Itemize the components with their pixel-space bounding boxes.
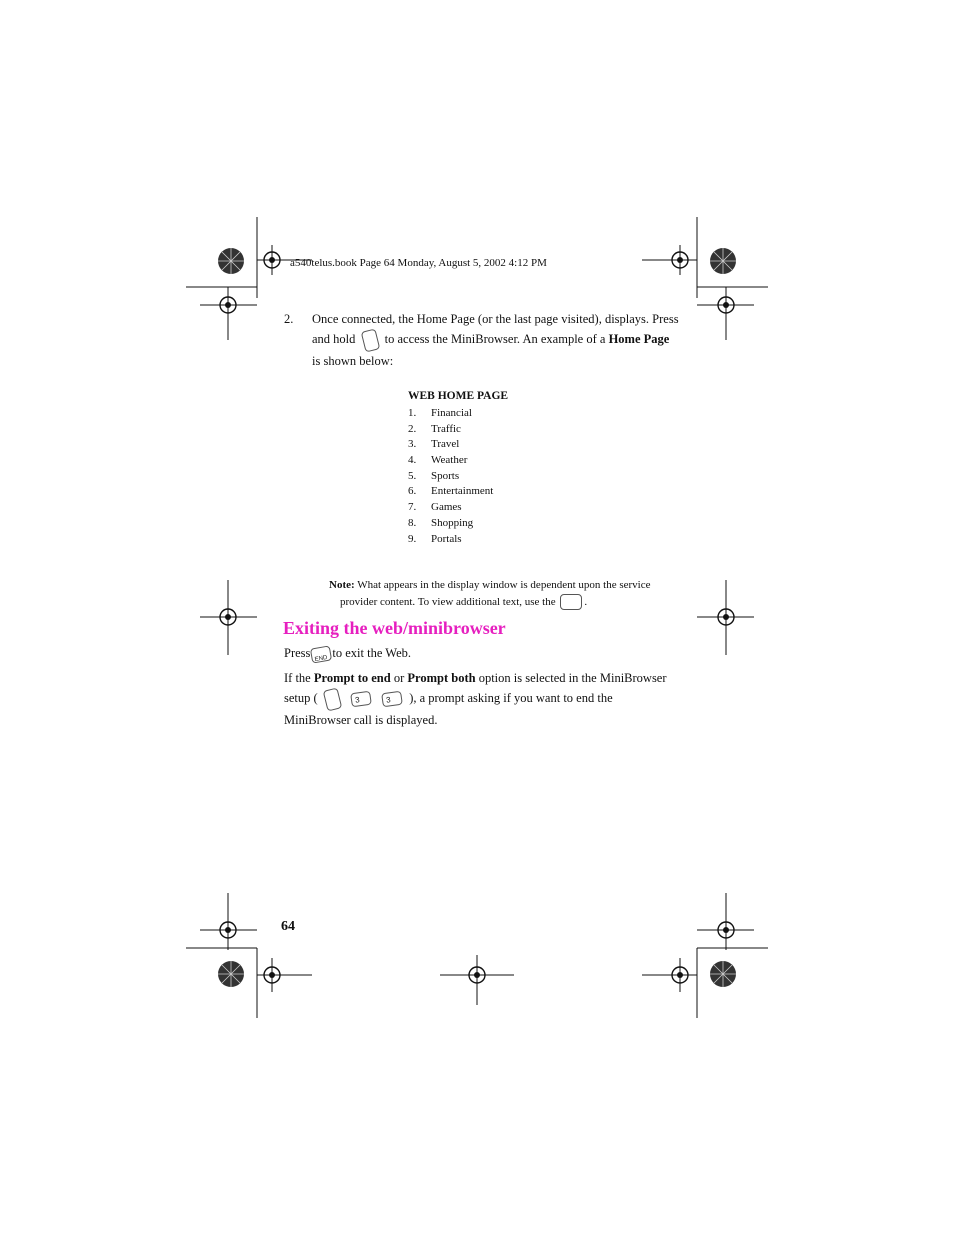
step-2-line-3: is shown below: [312,353,394,368]
end-key-icon [310,645,332,663]
menu-key-icon [322,687,342,711]
note-label: Note: [329,579,355,591]
home-page-bold: Home Page [608,332,670,346]
if-pre: If the [284,671,311,685]
list-item-number: 6. [408,485,417,498]
list-item-number: 2. [408,422,417,435]
last-line: MiniBrowser call is displayed. [284,712,438,727]
step-2-line-2-pre: and hold [312,332,356,346]
book-info-header: a540telus.book Page 64 Monday, August 5, 2002 4:12 PM [290,257,547,269]
list-item-label: Sports [431,469,460,482]
or-text: or [393,671,405,685]
list-item [408,453,493,469]
list-item-label: Entertainment [431,485,494,498]
list-item [408,516,493,532]
list-item-number: 5. [408,469,417,482]
list-item-label: Financial [431,407,472,419]
step-number: 2. [284,312,294,326]
setup-pre: setup ( [284,691,318,705]
navigation-key-icon [560,594,582,610]
list-item-label: Traffic [431,422,461,435]
if-post: option is selected in the MiniBrowser [478,671,667,685]
list-item-number: 4. [408,454,417,467]
three-key-icon [350,691,372,708]
list-item [408,484,493,500]
press-pre: Press [284,646,311,660]
three-key-label: 3 [354,695,361,705]
step-2-line-2 [312,329,672,351]
step-2-line-1: Once connected, the Home Page (or the last page visited), displays. Press [312,312,679,326]
list-item-number: 7. [408,501,417,514]
list-item-number: 3. [408,438,417,451]
step-2-paragraph [312,309,679,371]
list-item [408,406,493,422]
note-line-1: What appears in the display window is dependent upon the service [357,579,651,591]
web-home-page-list [408,406,493,547]
list-item [408,422,493,438]
press-end-paragraph [284,643,411,663]
list-item [408,437,493,453]
list-item [408,532,493,548]
list-item-label: Travel [431,438,460,451]
note [329,577,669,611]
list-item [408,500,493,516]
section-heading: Exiting the web/minibrowser [283,618,506,638]
note-line-2-end: . [584,596,588,608]
three-key-icon [381,691,403,708]
step-2-line-2-post: to access the MiniBrowser. An example of a [384,332,606,346]
list-item-number: 8. [408,516,417,529]
list-item-label: Shopping [431,516,474,529]
three-key-label: 3 [385,695,392,705]
note-line-2: provider content. To view additional text, use the [340,596,556,608]
prompt-both-bold: Prompt both [407,671,476,685]
list-item-label: Portals [431,532,462,545]
list-item-number: 1. [408,407,417,419]
page-number: 64 [281,919,295,934]
prompt-paragraph [284,668,674,730]
prompt-to-end-bold: Prompt to end [313,671,391,685]
list-item [408,469,493,485]
web-home-page-title: WEB HOME PAGE [408,390,509,402]
press-post: to exit the Web. [332,646,412,660]
list-item-number: 9. [408,532,417,545]
end-key-label: END [314,654,329,663]
menu-key-icon [360,328,380,352]
setup-post: ), a prompt asking if you want to end the [409,691,613,705]
list-item-label: Weather [431,454,468,467]
list-item-label: Games [431,501,462,514]
